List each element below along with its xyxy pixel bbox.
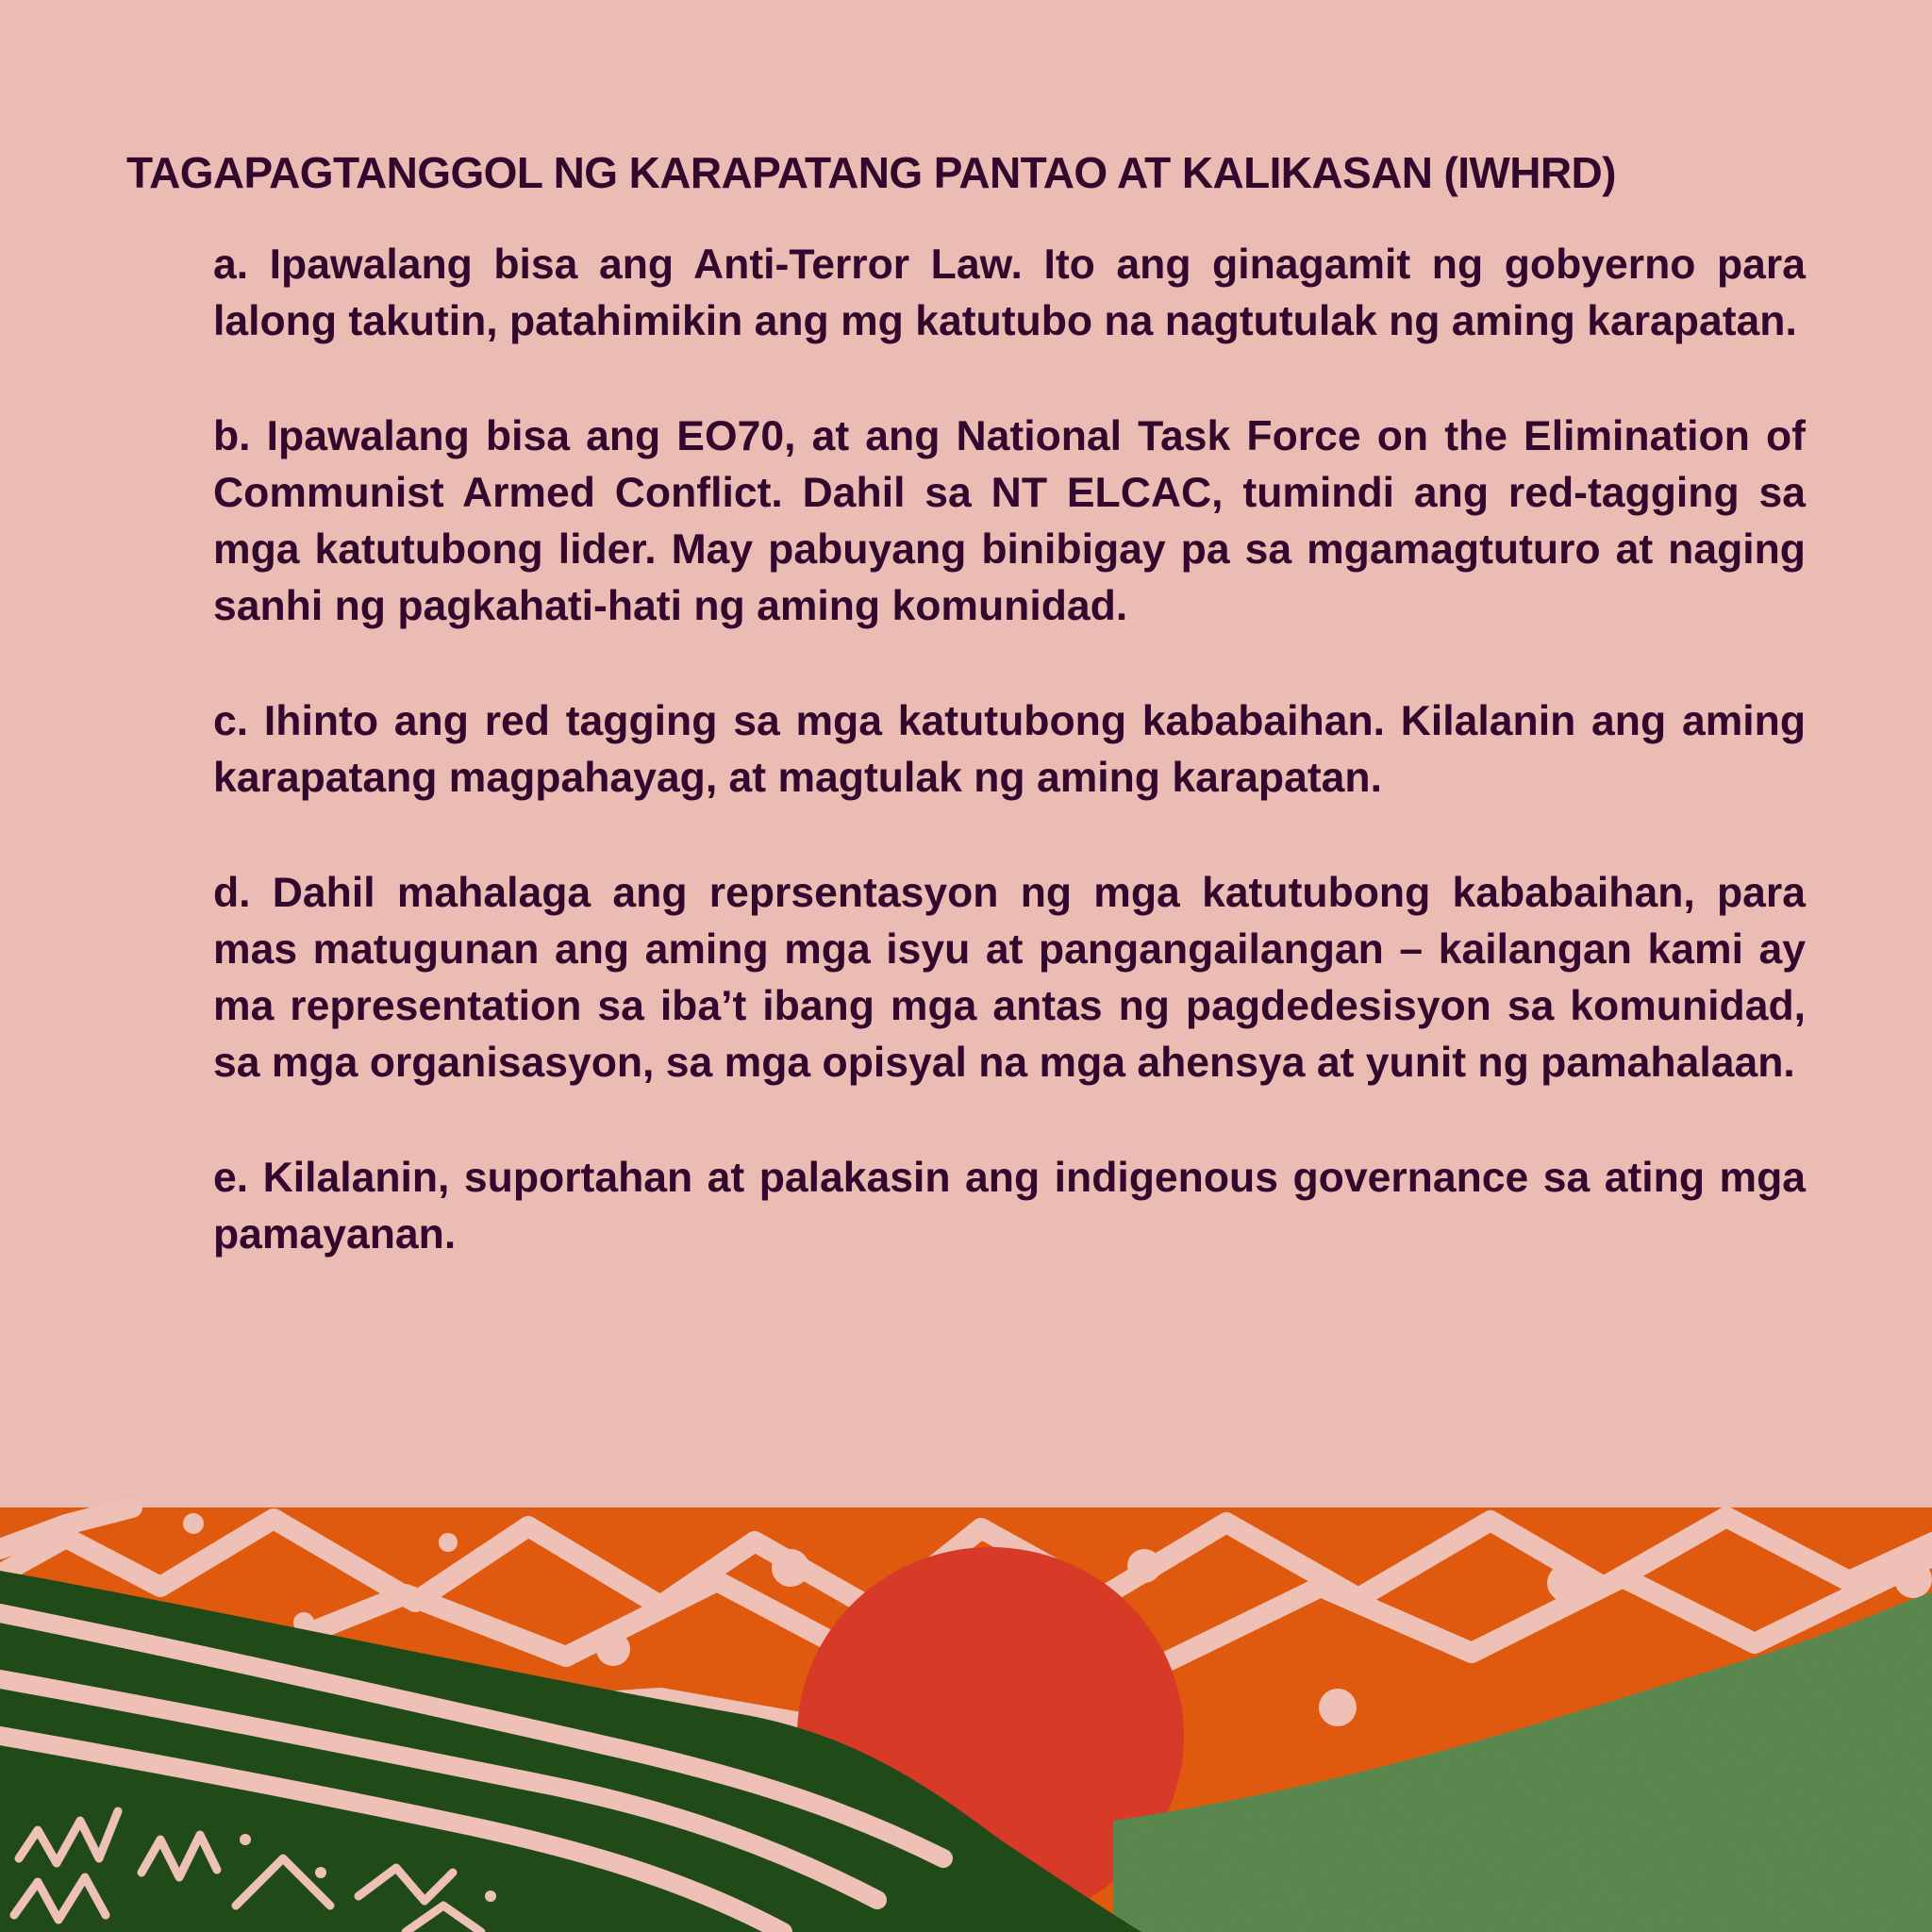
demand-item-c: c. Ihinto ang red tagging sa mga katutubong kababaihan. Kilalanin ang aming karapatang magpahayag, at magtulak ng aming karapatan. <box>213 698 1806 801</box>
landscape-illustration <box>0 1500 1932 1932</box>
landscape-svg <box>0 1500 1932 1932</box>
demand-list <box>213 237 1806 1263</box>
demand-item-b: b. Ipawalang bisa ang EO70, at ang National Task Force on the Elimination of Communist Armed Conflict. Dahil sa NT ELCAC, tumindi ang red-tagging sa mga katutubong lider. May pabuyang binibigay pa sa mgamagtuturo at naging sanhi ng pagkahati-hati ng aming komunidad. <box>213 413 1806 629</box>
demand-item-d: d. Dahil mahalaga ang reprsentasyon ng mga katutubong kababaihan, para mas matugunan ang aming mga isyu at pangangailangan – kailangan kami ay ma representation sa iba’t ibang mga antas ng pagdedesisyon sa komunidad, sa mga organisasyon, sa mga opisyal na mga ahensya at yunit ng pamahalaan. <box>213 870 1806 1086</box>
demand-item-a: a. Ipawalang bisa ang Anti-Terror Law. Ito ang ginagamit ng gobyerno para lalong takutin, patahimikin ang mg katutubo na nagtutulak ng aming karapatan. <box>213 242 1806 344</box>
demand-item-e: e. Kilalanin, suportahan at palakasin ang indigenous governance sa ating mga pamayanan. <box>213 1155 1806 1257</box>
page-title: TAGAPAGTANGGOL NG KARAPATANG PANTAO AT KALIKASAN (IWHRD) <box>126 148 1616 197</box>
